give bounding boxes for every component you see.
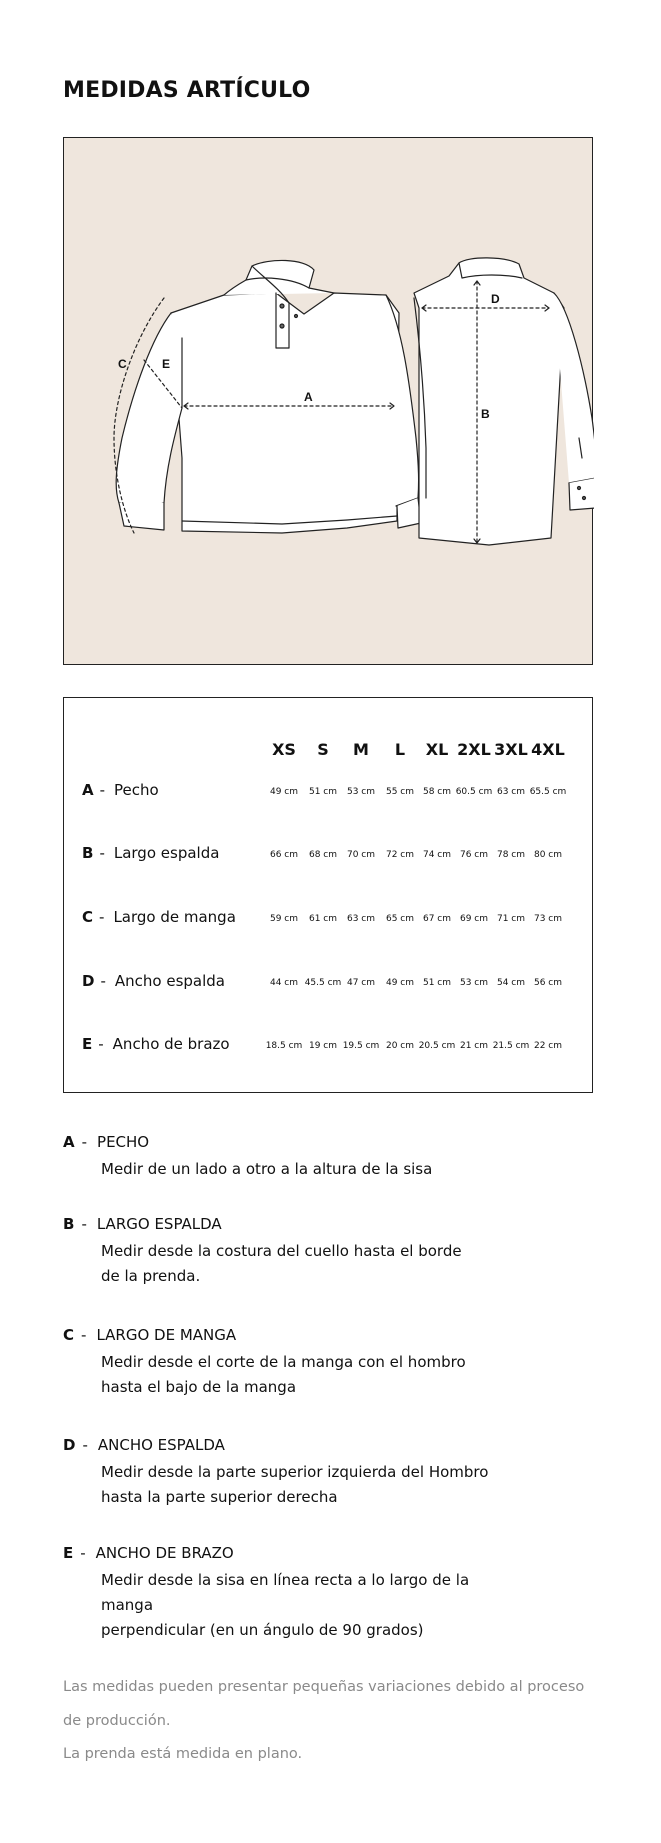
table-cell: 18.5 cm bbox=[265, 1041, 303, 1051]
size-header-xs: XS bbox=[272, 740, 296, 759]
definition-b bbox=[63, 1215, 462, 1285]
label-d: D bbox=[491, 292, 500, 306]
definition-heading: E - ANCHO DE BRAZO bbox=[63, 1544, 234, 1562]
definition-heading: C - LARGO DE MANGA bbox=[63, 1326, 237, 1344]
size-header-xl: XL bbox=[425, 740, 449, 759]
size-header-3xl: 3XL bbox=[494, 740, 528, 759]
table-cell: 72 cm bbox=[385, 850, 415, 860]
definition-text: Medir desde la costura del cuello hasta el borde de la prenda. bbox=[101, 1242, 462, 1285]
definition-text: Medir desde el corte de la manga con el hombro hasta el bajo de la manga bbox=[101, 1353, 466, 1396]
table-cell: 60.5 cm bbox=[455, 787, 493, 797]
table-cell: 68 cm bbox=[308, 850, 338, 860]
row-label-a: A - Pecho bbox=[82, 781, 159, 799]
row-label-d: D - Ancho espalda bbox=[82, 972, 225, 990]
size-table bbox=[63, 697, 593, 1093]
definition-heading: B - LARGO ESPALDA bbox=[63, 1215, 222, 1233]
note-line-1: Las medidas pueden presentar pequeñas variaciones debido al proceso bbox=[63, 1679, 585, 1695]
definition-c bbox=[63, 1326, 466, 1396]
definition-heading: D - ANCHO ESPALDA bbox=[63, 1436, 225, 1454]
size-header-s: S bbox=[317, 740, 329, 759]
table-cell: 51 cm bbox=[308, 787, 338, 797]
table-cell: 19 cm bbox=[308, 1041, 338, 1051]
table-cell: 44 cm bbox=[269, 978, 299, 988]
garment-illustration bbox=[63, 137, 593, 665]
size-header-m: M bbox=[353, 740, 369, 759]
table-cell: 63 cm bbox=[346, 914, 376, 924]
table-cell: 47 cm bbox=[346, 978, 376, 988]
row-label-c: C - Largo de manga bbox=[82, 908, 236, 926]
table-cell: 63 cm bbox=[496, 787, 526, 797]
table-cell: 69 cm bbox=[459, 914, 489, 924]
label-c: C bbox=[118, 357, 127, 371]
table-cell: 55 cm bbox=[385, 787, 415, 797]
table-cell: 67 cm bbox=[422, 914, 452, 924]
row-label-b: B - Largo espalda bbox=[82, 844, 220, 862]
table-cell: 74 cm bbox=[422, 850, 452, 860]
front-sweater-drawing bbox=[114, 260, 421, 533]
label-e: E bbox=[162, 357, 171, 371]
table-cell: 70 cm bbox=[346, 850, 376, 860]
table-cell: 21 cm bbox=[459, 1041, 489, 1051]
sweater-diagram bbox=[64, 138, 594, 666]
definition-a bbox=[63, 1133, 433, 1178]
table-cell: 20 cm bbox=[385, 1041, 415, 1051]
table-cell: 49 cm bbox=[269, 787, 299, 797]
note-line-3: La prenda está medida en plano. bbox=[63, 1746, 303, 1762]
definition-text: Medir desde la sisa en línea recta a lo largo de la manga perpendicular (en un ángulo de 90 grados) bbox=[101, 1571, 470, 1639]
note-line-2: de producción. bbox=[63, 1713, 171, 1729]
table-cell: 45.5 cm bbox=[304, 978, 342, 988]
table-cell: 59 cm bbox=[269, 914, 299, 924]
table-cell: 19.5 cm bbox=[342, 1041, 380, 1051]
definition-e bbox=[63, 1544, 470, 1639]
table-cell: 51 cm bbox=[422, 978, 452, 988]
size-header-l: L bbox=[394, 740, 406, 759]
back-sweater-drawing bbox=[414, 258, 594, 545]
table-cell: 73 cm bbox=[533, 914, 563, 924]
table-cell: 20.5 cm bbox=[418, 1041, 456, 1051]
table-cell: 53 cm bbox=[346, 787, 376, 797]
size-header-2xl: 2XL bbox=[457, 740, 491, 759]
label-b: B bbox=[481, 407, 490, 421]
definition-text: Medir desde la parte superior izquierda del Hombro hasta la parte superior derecha bbox=[101, 1463, 489, 1506]
table-cell: 58 cm bbox=[422, 787, 452, 797]
row-label-e: E - Ancho de brazo bbox=[82, 1035, 230, 1053]
definition-heading: A - PECHO bbox=[63, 1133, 150, 1151]
table-cell: 54 cm bbox=[496, 978, 526, 988]
table-cell: 65.5 cm bbox=[529, 787, 567, 797]
table-cell: 22 cm bbox=[533, 1041, 563, 1051]
table-cell: 66 cm bbox=[269, 850, 299, 860]
definition-d bbox=[63, 1436, 489, 1506]
label-a: A bbox=[304, 390, 313, 404]
page-title: MEDIDAS ARTÍCULO bbox=[63, 78, 311, 103]
table-cell: 56 cm bbox=[533, 978, 563, 988]
table-cell: 21.5 cm bbox=[492, 1041, 530, 1051]
table-cell: 65 cm bbox=[385, 914, 415, 924]
table-cell: 61 cm bbox=[308, 914, 338, 924]
table-cell: 78 cm bbox=[496, 850, 526, 860]
size-header-4xl: 4XL bbox=[531, 740, 565, 759]
table-cell: 71 cm bbox=[496, 914, 526, 924]
definition-text: Medir de un lado a otro a la altura de la sisa bbox=[101, 1160, 433, 1178]
table-cell: 49 cm bbox=[385, 978, 415, 988]
table-cell: 53 cm bbox=[459, 978, 489, 988]
table-cell: 80 cm bbox=[533, 850, 563, 860]
table-cell: 76 cm bbox=[459, 850, 489, 860]
